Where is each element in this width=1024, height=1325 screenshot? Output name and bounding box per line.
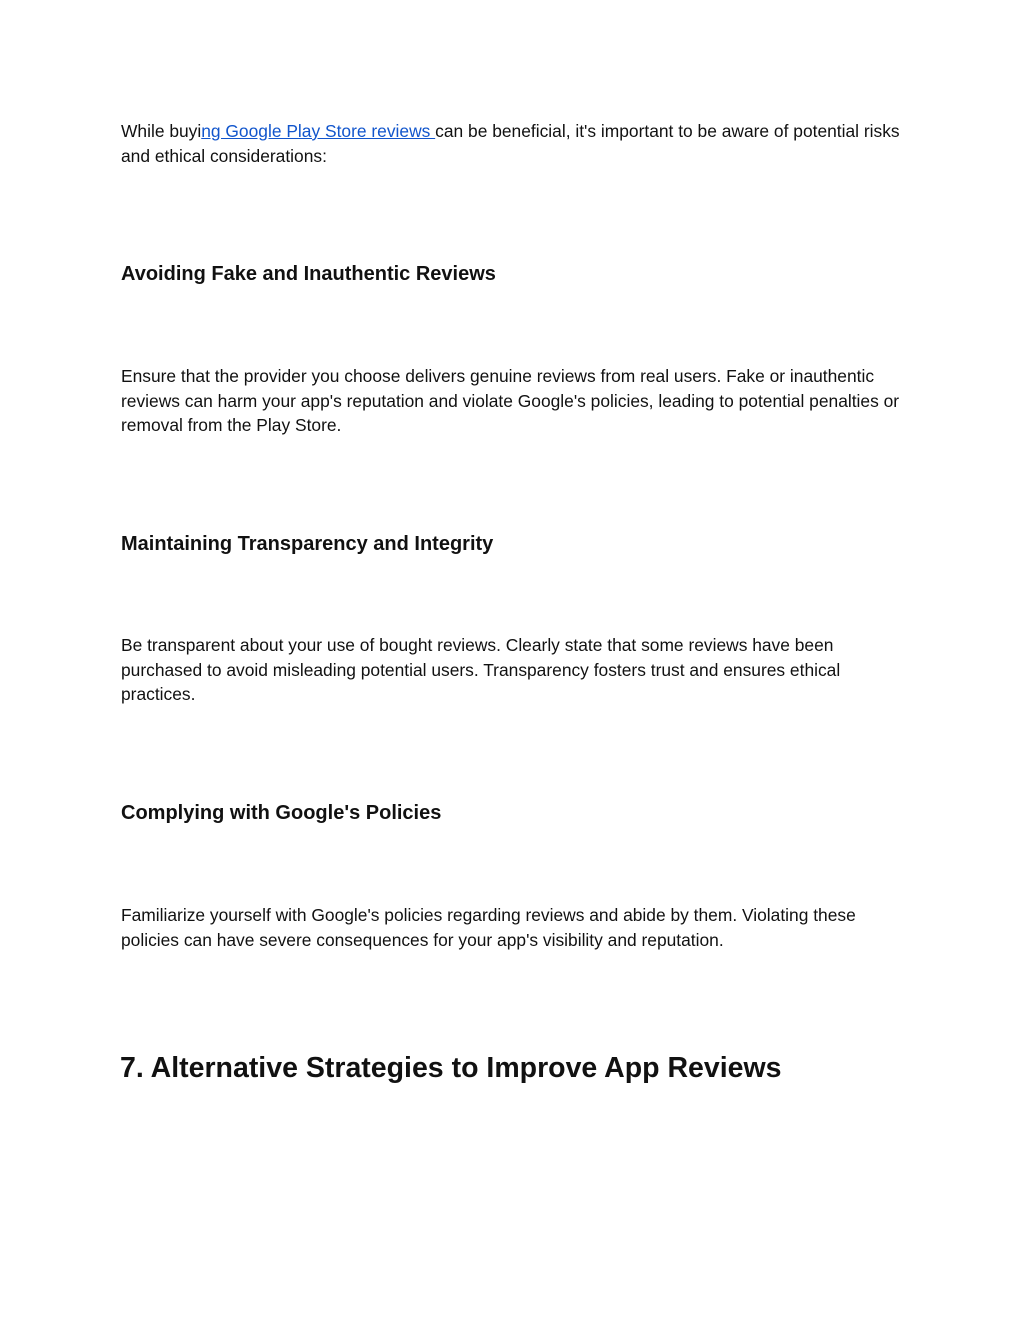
heading-alternative-strategies: 7. Alternative Strategies to Improve App Reviews <box>120 1052 782 1084</box>
intro-text-after-link: can be beneficial, it's important to be aware of potential risks and ethical considerations: <box>121 121 900 166</box>
intro-text-before-link: While buyi <box>121 121 202 141</box>
heading-avoiding-fake-reviews: Avoiding Fake and Inauthentic Reviews <box>121 263 496 285</box>
heading-google-policies: Complying with Google's Policies <box>121 802 442 824</box>
paragraph-transparency-integrity: Be transparent about your use of bought reviews. Clearly state that some reviews have been purchased to avoid misleading potential users. Transparency fosters trust and ensures ethical practices. <box>121 635 841 704</box>
google-play-reviews-link[interactable]: ng Google Play Store reviews <box>201 121 436 141</box>
intro-paragraph <box>121 119 911 168</box>
paragraph-avoiding-fake-reviews: Ensure that the provider you choose delivers genuine reviews from real users. Fake or inauthentic reviews can harm your app's reputation and violate Google's policies, leading to potential penalties or removal from the Play Store. <box>121 366 900 435</box>
paragraph-google-policies: Familiarize yourself with Google's policies regarding reviews and abide by them. Violating these policies can have severe consequences for your app's visibility and reputation. <box>121 905 856 950</box>
heading-transparency-integrity: Maintaining Transparency and Integrity <box>121 533 494 555</box>
